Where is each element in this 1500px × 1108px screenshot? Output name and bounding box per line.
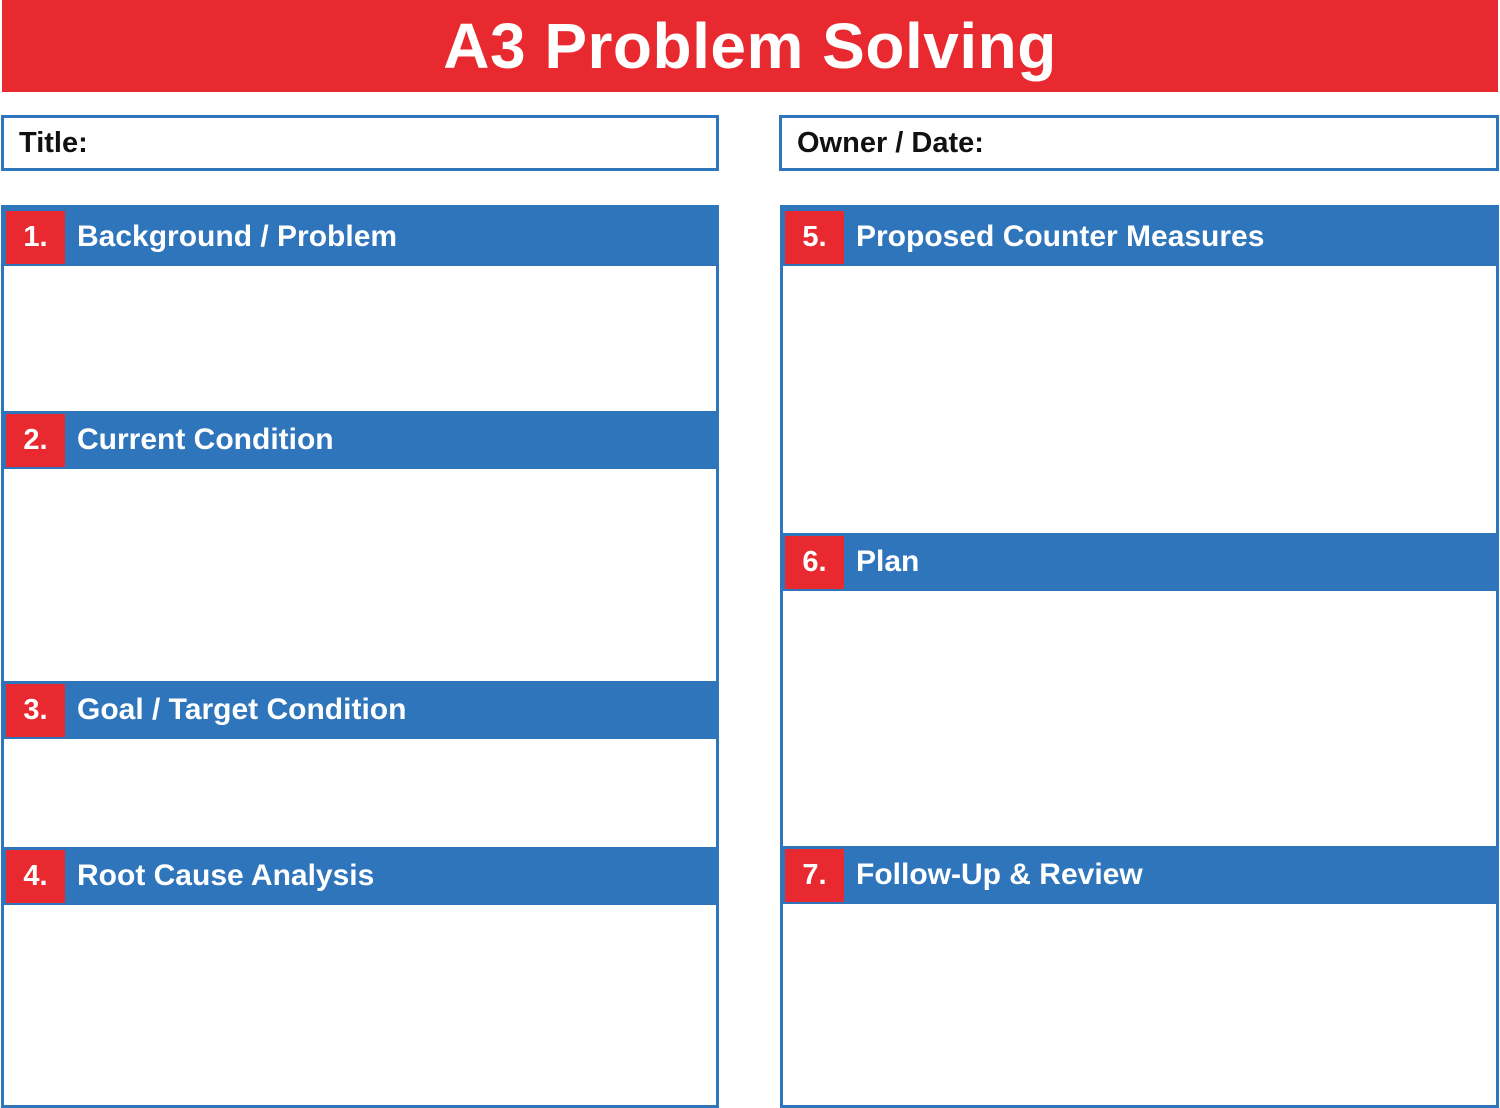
section-write-area[interactable]: [783, 591, 1496, 846]
section-label: Background / Problem: [77, 220, 398, 253]
section-follow-up-review: [783, 846, 1496, 1104]
section-goal-target-condition: [4, 681, 716, 847]
section-header: [783, 208, 1496, 266]
section-number: 1.: [6, 211, 65, 264]
section-write-area[interactable]: [783, 266, 1496, 533]
section-label: Plan: [856, 545, 920, 578]
right-column: [780, 205, 1499, 1108]
section-header: [783, 533, 1496, 591]
section-write-area[interactable]: [4, 739, 716, 847]
title-field[interactable]: [1, 115, 719, 171]
section-number: 2.: [6, 414, 65, 467]
section-current-condition: [4, 411, 716, 681]
owner-date-field[interactable]: [779, 115, 1499, 171]
section-number: 3.: [6, 684, 65, 737]
section-write-area[interactable]: [4, 905, 716, 1105]
section-header: [4, 411, 716, 469]
left-column: [1, 205, 719, 1108]
section-label: Root Cause Analysis: [77, 859, 375, 892]
page-title-banner: [2, 0, 1498, 92]
section-root-cause-analysis: [4, 847, 716, 1105]
section-number: 4.: [6, 850, 65, 903]
section-header: [783, 846, 1496, 904]
title-field-label: Title:: [19, 126, 88, 159]
section-number: 5.: [785, 211, 844, 264]
section-label: Current Condition: [77, 423, 334, 456]
section-header: [4, 681, 716, 739]
section-header: [4, 208, 716, 266]
section-label: Proposed Counter Measures: [856, 220, 1265, 253]
section-number: 7.: [785, 849, 844, 902]
section-plan: [783, 533, 1496, 846]
section-background-problem: [4, 208, 716, 411]
section-write-area[interactable]: [783, 904, 1496, 1104]
section-header: [4, 847, 716, 905]
section-write-area[interactable]: [4, 469, 716, 681]
section-label: Follow-Up & Review: [856, 858, 1143, 891]
section-proposed-counter-measures: [783, 208, 1496, 533]
section-number: 6.: [785, 536, 844, 589]
page-title: A3 Problem Solving: [443, 10, 1057, 82]
owner-date-field-label: Owner / Date:: [797, 126, 984, 159]
section-write-area[interactable]: [4, 266, 716, 411]
section-label: Goal / Target Condition: [77, 693, 407, 726]
